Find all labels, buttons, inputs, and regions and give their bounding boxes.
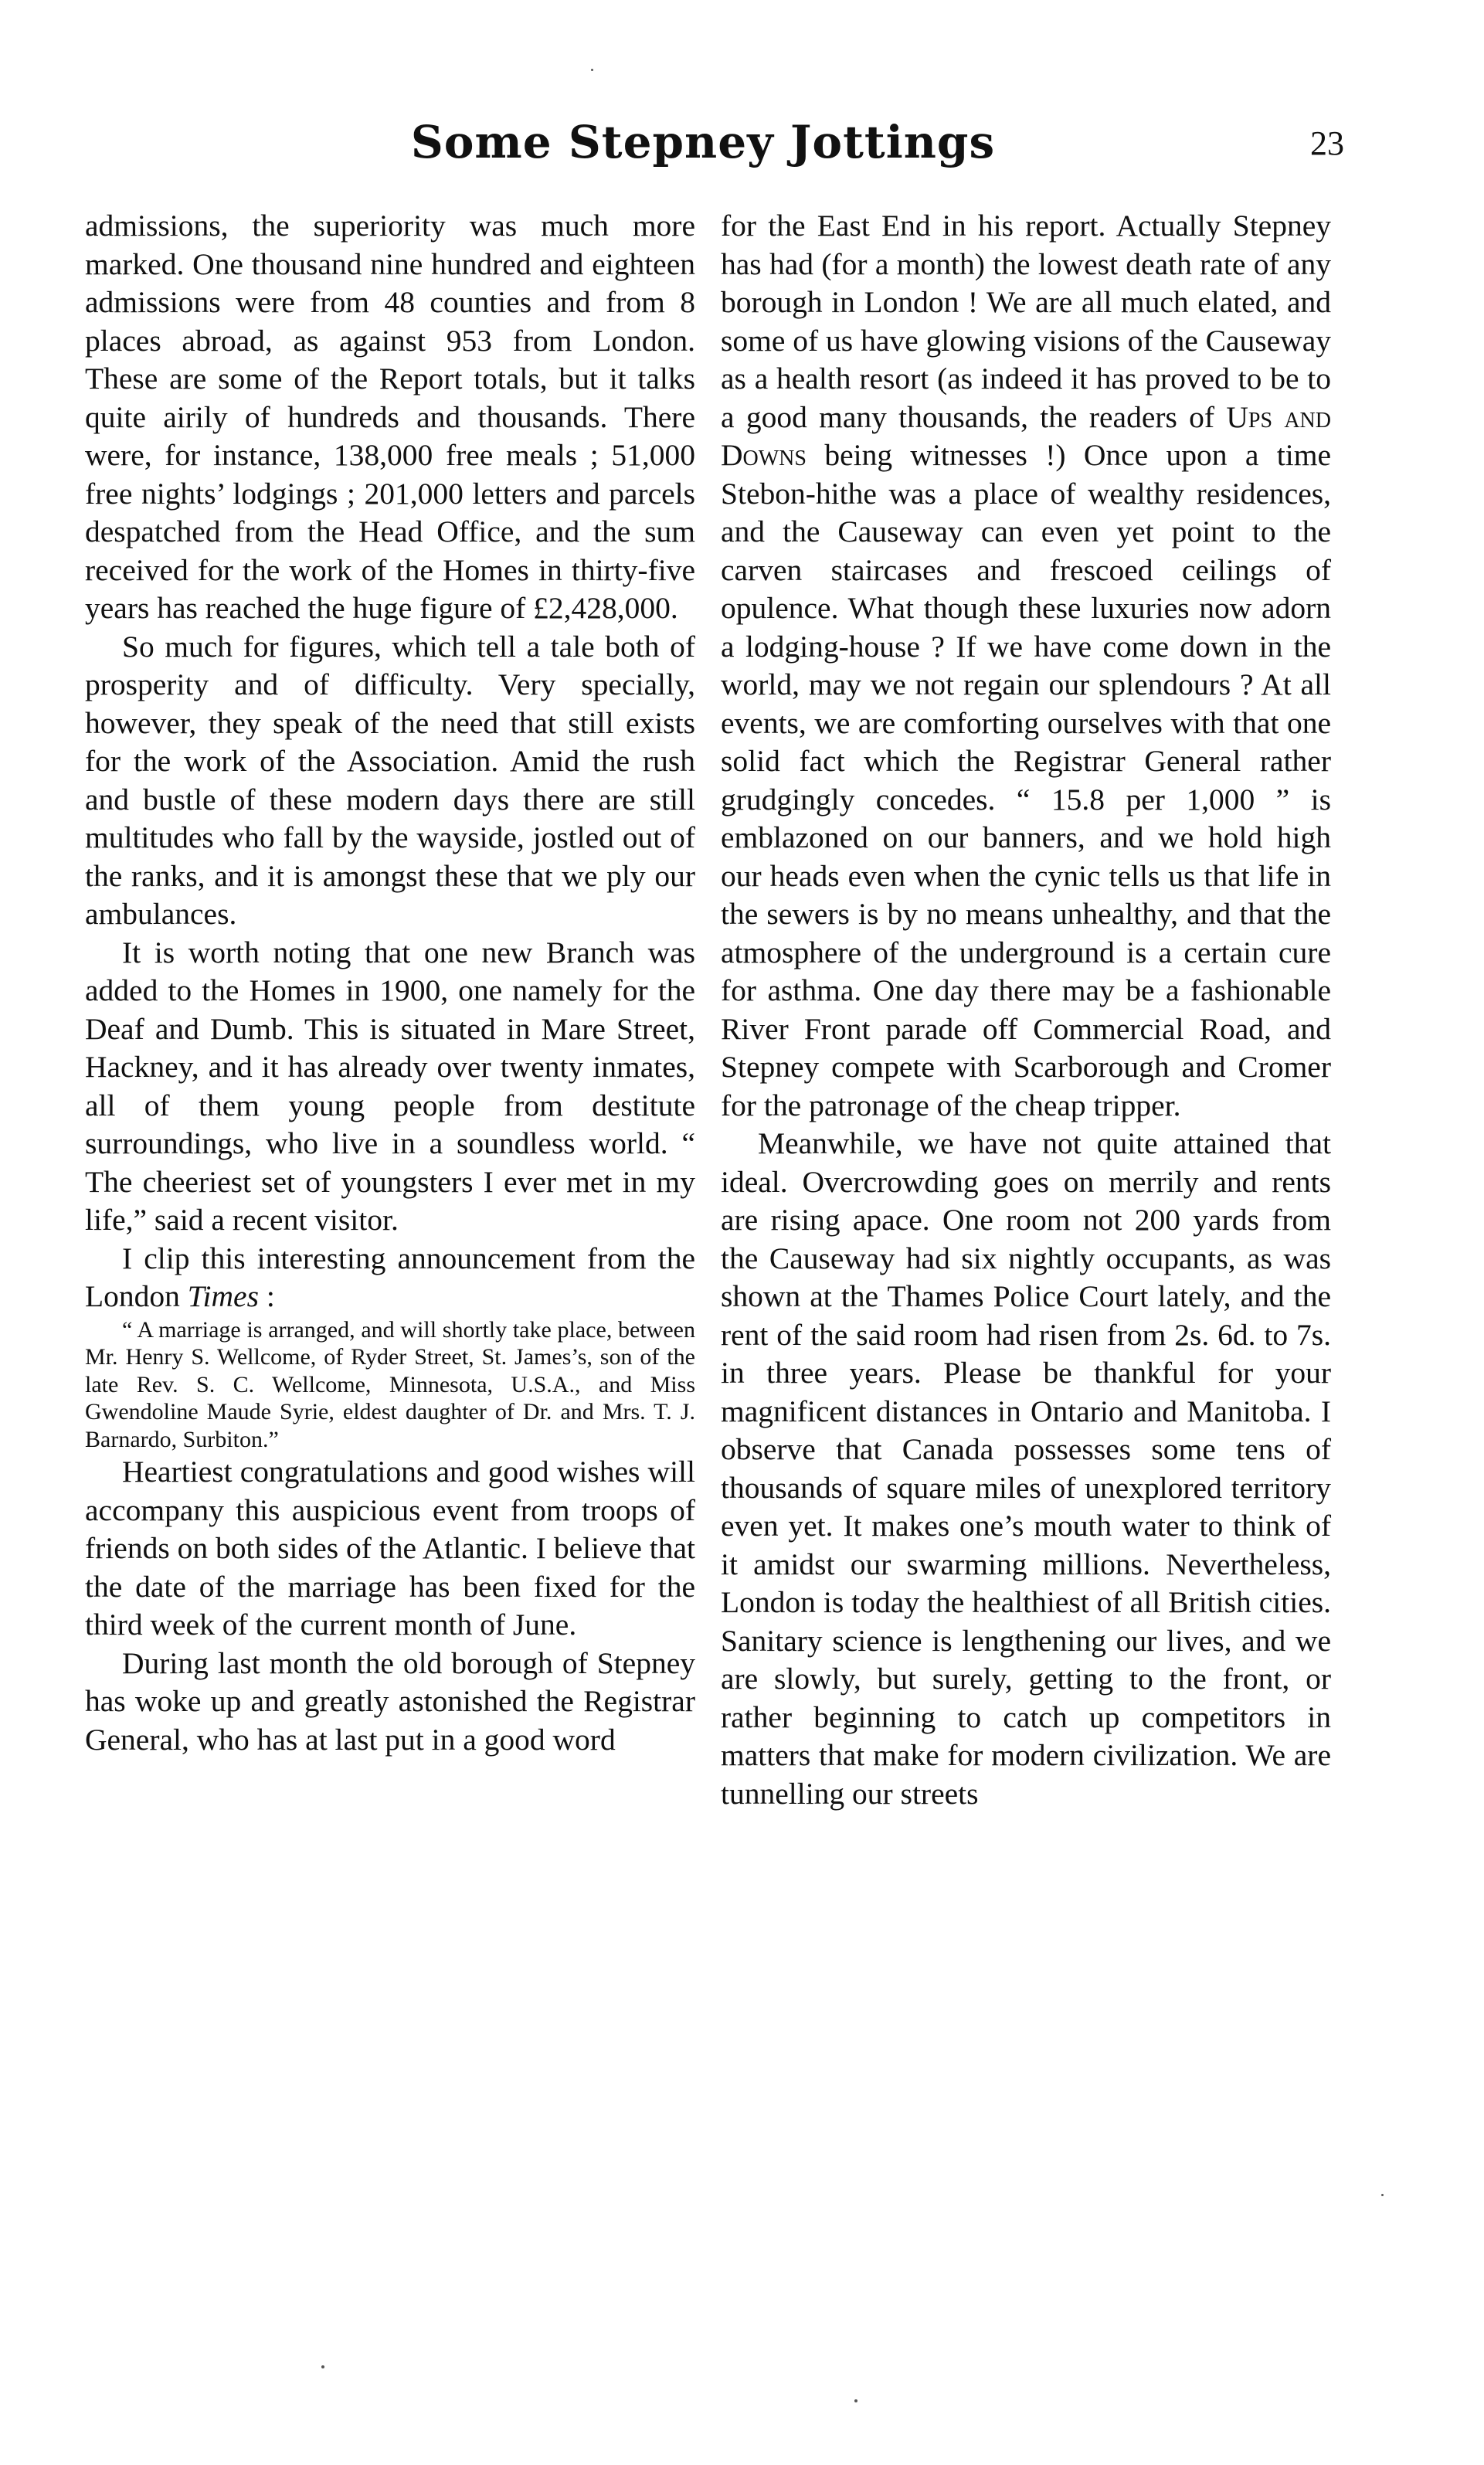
paragraph: It is worth noting that one new Branch was added to the Homes in 1900, one namely for the Deaf and Dumb. This is situated in Mare Street, Hackney, and it has already over twenty inmates, all of them young people from destitute surroundings, who live in a soundless world. “ The cheeriest set of youngsters I ever met in my life,” said a recent visitor. [85, 935, 695, 1237]
left-column [85, 207, 695, 1759]
magazine-title: Ups and Downs [721, 399, 1331, 472]
paragraph: Heartiest congratulations and good wishes will accompany this auspicious event from troops of friends on both sides of the Atlantic. I believe that the date of the marriage has been fixed for the third week of the current month of June. [85, 1455, 695, 1642]
paragraph: So much for figures, which tell a tale both of prosperity and of difficulty. Very specially, however, they speak of the need that still exists for the work of the Association. Amid the rush and bustle of these modern days there are still multitudes who fall by the wayside, jostled out of the ranks, and it is amongst these that we ply our ambulances. [85, 629, 695, 931]
running-title: Some Stepney Jottings [410, 116, 996, 168]
paragraph [85, 1240, 695, 1316]
paragraph: During last month the old borough of Stepney has woke up and greatly astonished the Registrar General, who has at last put in a good word [85, 1645, 695, 1757]
paragraph-text: I clip this interesting announcement from the London [85, 1241, 695, 1313]
paragraph [721, 207, 1331, 1125]
page-number: 23 [1310, 124, 1344, 162]
paragraph-text: being witnesses !) Once upon a time Stebon-hithe was a place of wealthy residences, and the Causeway can even yet point to the carven staircases and frescoed ceilings of opulence. What though these luxuries now adorn a lodging-house ? If we have come down in the world, may we not regain our splendours ? At all events, we are comforting ourselves with that one solid fact which the Registrar General rather grudgingly concedes. “ 15.8 per 1,000 ” is emblazoned on our banners, and we hold high our heads even when the cynic tells us that life in the sewers is by no means unhealthy, and that the atmosphere of the underground is a certain cure for asthma. One day there may be a fashionable River Front parade off Commercial Road, and Stepney compete with Scarborough and Cromer for the patronage of the cheap tripper. [721, 438, 1331, 1122]
page-header [85, 116, 1344, 178]
print-speck [591, 69, 593, 71]
paragraph: Meanwhile, we have not quite attained that ideal. Overcrowding goes on merrily and rents are rising apace. One room not 200 yards from the Causeway had six nightly occupants, as was shown at the Thames Police Court lately, and the rent of the said room had risen from 2s. 6d. to 7s. in three years. Please be thankful for your magnificent distances in Ontario and Manitoba. I observe that Canada possesses some tens of thousands of square miles of unexplored territory even yet. It makes one’s mouth water to think of it amidst our swarming millions. Nevertheless, London is today the healthiest of all British cities. Sanitary science is lengthening our lives, and we are slowly, but surely, getting to the front, or rather beginning to catch up competitors in matters that make for modern civilization. We are tunnelling our streets [721, 1126, 1331, 1811]
print-speck [321, 2365, 324, 2368]
paragraph-text: : [258, 1279, 275, 1313]
newspaper-title: Times [187, 1279, 259, 1313]
paragraph-text: for the East End in his report. Actually Stepney has had (for a month) the lowest death rate of any borough in London ! We are all much elated, and some of us have glowing visions of the Causeway as a health resort (as indeed it has proved to be to a good many thousands, the readers of [721, 209, 1331, 434]
right-column [721, 207, 1331, 1813]
print-speck [854, 2399, 857, 2402]
block-quote: “ A marriage is arranged, and will shortly take place, between Mr. Henry S. Wellcome, of Ryder Street, St. James’s, son of the late Rev. S. C. Wellcome, Minnesota, U.S.A., and Miss Gwendoline Maude Syrie, eldest daughter of Dr. and Mrs. T. J. Barnardo, Surbiton.” [85, 1316, 695, 1452]
paragraph: admissions, the superiority was much more marked. One thousand nine hundred and eighteen admissions were from 48 counties and from 8 places abroad, as against 953 from London. These are some of the Report totals, but it talks quite airily of hundreds and thousands. There were, for instance, 138,000 free meals ; 51,000 free nights’ lodgings ; 201,000 letters and parcels despatched from the Head Office, and the sum received for the work of the Homes in thirty-five years has reached the huge figure of £2,428,000. [85, 209, 695, 625]
print-speck [1381, 2194, 1384, 2196]
